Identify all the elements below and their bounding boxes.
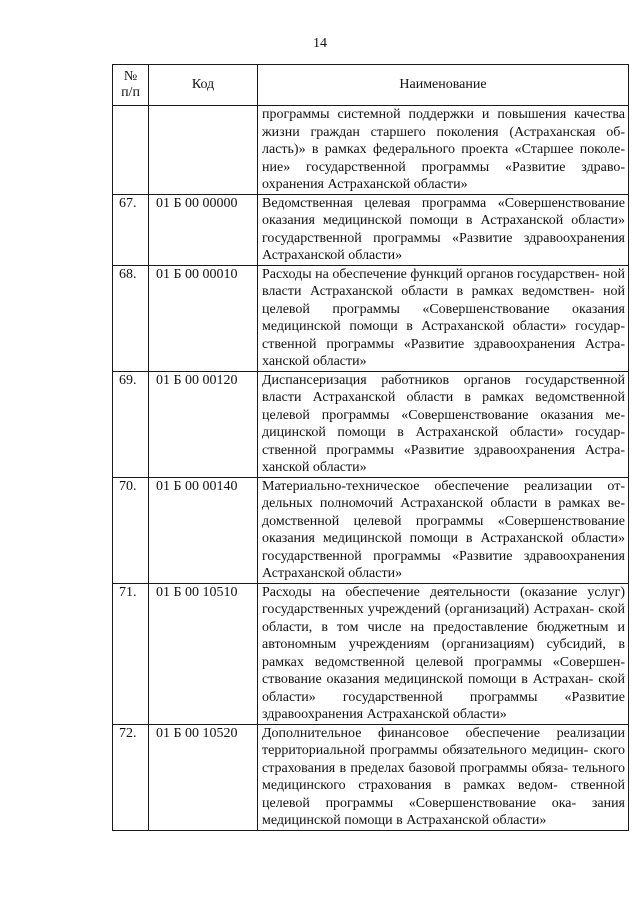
row-name-line: ной власти Астраханской области в рамках ведомствен- (262, 266, 625, 299)
row-name-line: Астраханской области» (262, 248, 403, 263)
row-name (258, 477, 629, 583)
row-number: 70. (113, 477, 149, 583)
row-name-line: Материально-техническое обеспечение реализации от- (262, 478, 625, 494)
row-name-line: оказания медицинской помощи в Астраханской области» (262, 531, 625, 546)
row-number: 71. (113, 583, 149, 724)
row-name-line: зания медицинской помощи в Астраханской области» (262, 795, 625, 828)
page-number: 14 (313, 36, 327, 51)
row-name-line: Расходы на обеспечение функций органов государствен- (262, 266, 600, 282)
table-row (113, 724, 629, 830)
row-name-line: ние» государственной программы «Развитие здраво- (262, 159, 625, 175)
row-name-line: охранения Астраханской области» (262, 177, 468, 192)
row-name-line: государственной программы «Развитие здравоохранения (262, 548, 625, 564)
table-row (113, 106, 629, 195)
row-name-line: оказания медицинской помощи в Астраханской области» (262, 213, 625, 228)
row-name-line: ского страхования в пределах базовой программы обяза- (262, 743, 626, 776)
row-number: 69. (113, 371, 149, 477)
row-number: 67. (113, 194, 149, 265)
row-name-line: ской области, в том числе на предоставление бюджетным (262, 602, 625, 635)
row-name (258, 724, 629, 830)
row-code: 01 Б 00 00140 (149, 477, 258, 583)
row-code (149, 106, 258, 195)
row-name-line: тельного медицинского страхования в рамках ведом- (262, 760, 625, 793)
row-name-line: жизни граждан старшего поколения (Астраханская об- (262, 124, 625, 140)
row-code: 01 Б 00 00000 (149, 194, 258, 265)
codes-table (112, 64, 629, 831)
row-code: 01 Б 00 10510 (149, 583, 258, 724)
table-row (113, 583, 629, 724)
header-name: Наименование (258, 65, 629, 106)
row-name-line: ханской области» (262, 354, 367, 369)
row-name-line: ной целевой программы «Совершенствование оказания (262, 284, 625, 317)
header-number-line1: № (123, 69, 138, 84)
row-name-line: Ведомственная целевая программа «Совершенствование (262, 195, 625, 211)
row-name-line: медицинской помощи в Астраханской области» государ- (262, 319, 625, 334)
row-name-line: власти Астраханской области в рамках ведомственной (262, 390, 625, 405)
row-name-line: ской области» государственной программы «Развитие (262, 672, 625, 705)
row-name-line: Астраханской области» (262, 566, 403, 581)
row-name-line: целевой программы «Совершенствование оказания ме- (262, 407, 625, 423)
row-name-line: Дополнительное финансовое обеспечение реализации (262, 725, 625, 741)
row-name (258, 265, 629, 371)
row-name (258, 194, 629, 265)
row-name-line: территориальной программы обязательного медицин- (262, 743, 589, 758)
row-code: 01 Б 00 10520 (149, 724, 258, 830)
row-name-line: программы системной поддержки и повышения качества (262, 107, 625, 122)
table-row (113, 371, 629, 477)
row-name-line: государственных учреждений (организаций) Астрахан- (262, 602, 595, 617)
row-number (113, 106, 149, 195)
table-row (113, 477, 629, 583)
table-header-row (113, 65, 629, 106)
header-number-line2: п/п (121, 85, 140, 100)
row-name-line: государственной программы «Развитие здравоохранения (262, 230, 625, 246)
row-name (258, 583, 629, 724)
row-name-line: и автономным учреждениям (организациям) субсидий, в (262, 619, 625, 652)
row-name-line: Диспансеризация работников органов государственной (262, 372, 625, 388)
row-name (258, 106, 629, 195)
row-name-line: ханской области» (262, 460, 367, 475)
table-row (113, 194, 629, 265)
row-name-line: здравоохранения Астраханской области» (262, 707, 507, 722)
row-name-line: ственной программы «Развитие здравоохранения Астра- (262, 442, 625, 458)
row-number: 72. (113, 724, 149, 830)
table-body (113, 106, 629, 831)
row-name (258, 371, 629, 477)
row-name-line: дельных полномочий Астраханской области в рамках ве- (262, 496, 625, 511)
row-number: 68. (113, 265, 149, 371)
row-name-line: ственной целевой программы «Совершенствование ока- (262, 778, 625, 811)
row-code: 01 Б 00 00010 (149, 265, 258, 371)
row-name-line: домственной целевой программы «Совершенствование (262, 513, 625, 529)
row-name-line: ственной программы «Развитие здравоохранения Астра- (262, 336, 625, 352)
table-row (113, 265, 629, 371)
row-name-line: рамках ведомственной целевой программы «Совершен- (262, 654, 625, 670)
row-name-line: ласть)» в рамках федерального проекта «Старшее поколе- (262, 142, 625, 157)
row-code: 01 Б 00 00120 (149, 371, 258, 477)
row-name-line: дицинской помощи в Астраханской области» государ- (262, 425, 625, 440)
row-name-line: Расходы на обеспечение деятельности (оказание услуг) (262, 584, 625, 600)
header-code: Код (149, 65, 258, 106)
header-number (113, 65, 149, 106)
row-name-line: ствование оказания медицинской помощи в Астрахан- (262, 672, 594, 687)
